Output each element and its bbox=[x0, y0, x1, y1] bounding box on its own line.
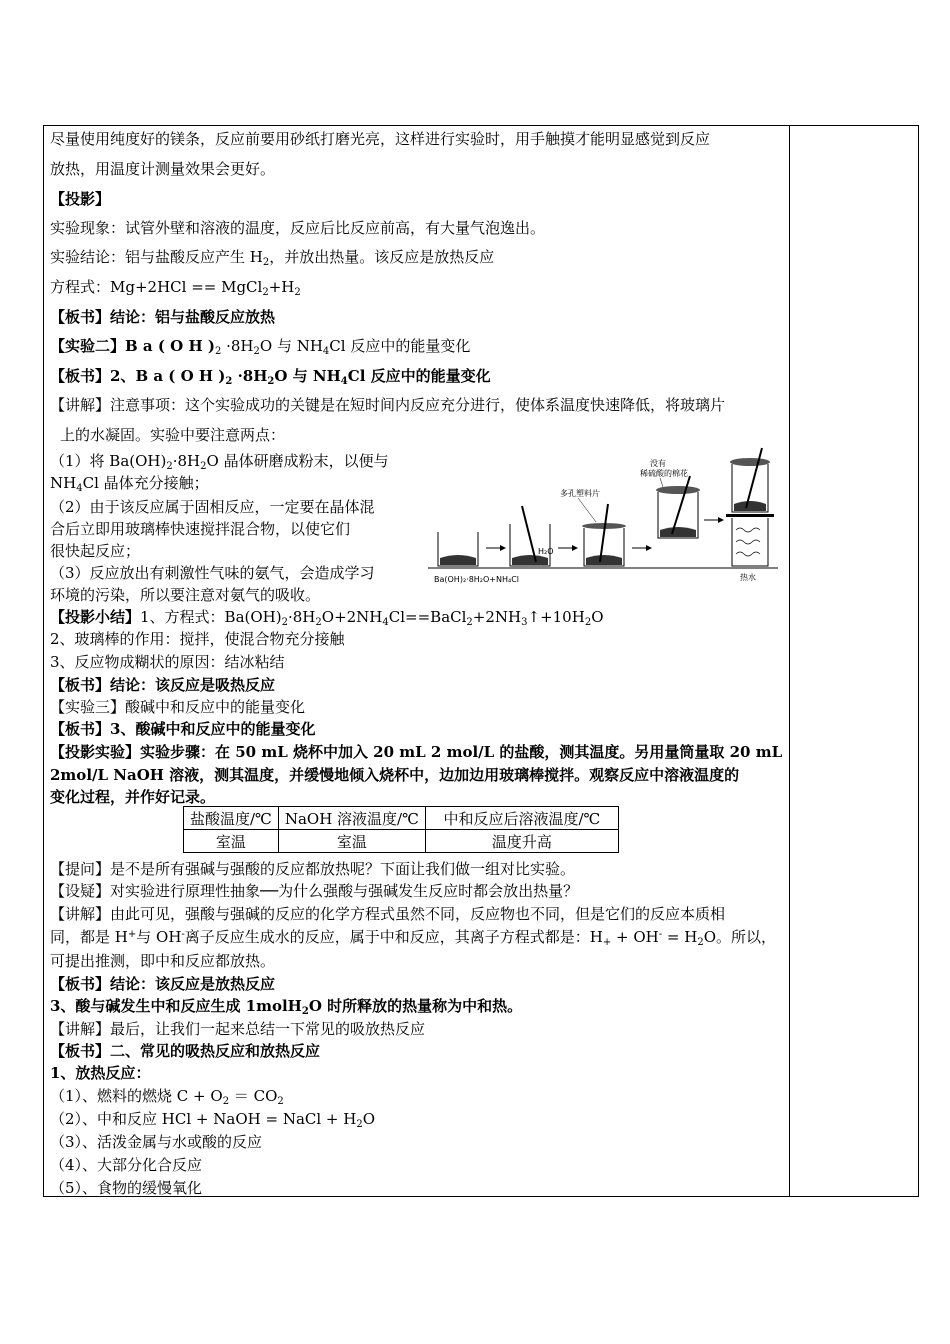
text-line: 【投影实验】实验步骤：在 50 mL 烧杯中加入 20 mL 2 mol/L 的盐酸，测其温度。另用量筒量取 20 mL bbox=[50, 743, 783, 761]
text-line: 环境的污染，所以要注意对氨气的吸收。 bbox=[50, 586, 321, 604]
list-item: （5）、食物的缓慢氧化 bbox=[50, 1179, 203, 1197]
text-line: 实验现象：试管外壁和溶液的温度，反应后比反应前高，有大量气泡逸出。 bbox=[50, 219, 546, 237]
table-header: 中和反应后溶液温度/℃ bbox=[425, 807, 618, 830]
table-cell: 室温 bbox=[278, 830, 425, 853]
list-item: （4）、大部分化合反应 bbox=[50, 1156, 203, 1174]
table-header: 盐酸温度/℃ bbox=[184, 807, 279, 830]
text-line: （2）由于该反应属于固相反应，一定要在晶体混 bbox=[50, 498, 375, 516]
list-item: （3）、活泼金属与水或酸的反应 bbox=[50, 1133, 263, 1151]
label-water: H₂O bbox=[538, 547, 554, 556]
label-hot-water: 热水 bbox=[740, 573, 756, 582]
text-line: 方程式：$Mg+2HCl == MgCl_2+H_2$ bbox=[50, 278, 301, 298]
text-line: 很快起反应； bbox=[50, 542, 141, 560]
text-line: 【设疑】对实验进行原理性抽象──为什么强酸与强碱发生反应时都会放出热量？ bbox=[50, 882, 579, 900]
text-line: 【提问】是不是所有强碱与强酸的反应都放热呢？下面让我们做一组对比实验。 bbox=[50, 860, 576, 878]
table-header: NaOH 溶液温度/℃ bbox=[278, 807, 425, 830]
text-line: 实验结论：铝与盐酸反应产生 $H_2$，并放出热量。该反应是放热反应 bbox=[50, 248, 495, 268]
table-row bbox=[184, 807, 619, 830]
table-row bbox=[184, 830, 619, 853]
label-cotton-2: 稀硫酸的棉花 bbox=[640, 469, 688, 478]
text-line: 尽量使用纯度好的镁条，反应前要用砂纸打磨光亮，这样进行实验时，用手触摸才能明显感觉到反应 bbox=[50, 130, 711, 148]
text-line: （3）反应放出有刺激性气味的氨气，会造成学习 bbox=[50, 564, 375, 582]
text-line: 放热，用温度计测量效果会更好。 bbox=[50, 160, 276, 178]
text-line: 3、反应物成糊状的原因：结冰粘结 bbox=[50, 653, 285, 671]
heading-board: 【板书】二、常见的吸热反应和放热反应 bbox=[50, 1042, 321, 1060]
label-cotton: 没有 bbox=[650, 459, 666, 468]
temperature-table bbox=[183, 806, 619, 853]
text-line: 合后立即用玻璃棒快速搅拌混合物，以使它们 bbox=[50, 520, 351, 538]
text-line: 变化过程，并作好记录。 bbox=[50, 788, 216, 806]
text-line: 上的水凝固。实验中要注意两点： bbox=[60, 426, 286, 444]
text-line: 【投影小结】1、方程式：$Ba(OH)_2\cdot 8H_2O+2NH_4Cl==BaCl_2+2NH_3↑+10H_2O$ bbox=[50, 608, 604, 628]
text-line: $NH_4Cl$ 晶体充分接触； bbox=[50, 474, 209, 494]
text-line: 可提出推测，即中和反应都放热。 bbox=[50, 952, 276, 970]
text-line: 【实验三】酸碱中和反应中的能量变化 bbox=[50, 698, 306, 716]
text-line: 2mol/L NaOH 溶液，测其温度，并缓慢地倾入烧杯中，边加边用玻璃棒搅拌。观察反应中溶液温度的 bbox=[50, 766, 740, 784]
text-line: 【讲解】注意事项：这个实验成功的关键是在短时间内反应充分进行，使体系温度快速降低，将玻璃片 bbox=[50, 396, 726, 414]
text-line: 【实验二】B a ( O H )$_2 \cdot 8H_2O$ 与 $NH_4Cl$ 反应中的能量变化 bbox=[50, 337, 471, 357]
text-line: 同，都是 H+与 OH-离子反应生成水的反应，属于中和反应，其离子方程式都是：$H_+ + OH^- = H_2O$。所以， bbox=[50, 928, 777, 948]
heading-board: 【板书】3、酸碱中和反应中的能量变化 bbox=[50, 720, 316, 738]
text-line: 2、玻璃棒的作用：搅拌，使混合物充分接触 bbox=[50, 630, 345, 648]
heading-projection: 【投影】 bbox=[50, 190, 111, 208]
text-line: 3、酸与碱发生中和反应生成 1molH$_2$O 时所释放的热量称为中和热。 bbox=[50, 997, 523, 1017]
list-item: （1）、燃料的燃烧 $C + O_2 = CO_2$ bbox=[50, 1087, 284, 1107]
text-line: 【讲解】由此可见，强酸与强碱的反应的化学方程式虽然不同，反应物也不同，但是它们的反应本质相 bbox=[50, 905, 726, 923]
table-cell: 温度升高 bbox=[425, 830, 618, 853]
heading-board: 【板书】结论：铝与盐酸反应放热 bbox=[50, 308, 276, 326]
heading-board: 【板书】结论：该反应是放热反应 bbox=[50, 975, 276, 993]
list-item: （2）、中和反应 HCl + NaOH = NaCl + $H_2O$ bbox=[50, 1110, 376, 1130]
heading-board: 【板书】结论：该反应是吸热反应 bbox=[50, 676, 276, 694]
table-cell: 室温 bbox=[184, 830, 279, 853]
text-line: （1）将 $Ba(OH)_2\cdot 8H_2O$ 晶体研磨成粉末，以便与 bbox=[50, 452, 389, 472]
experiment-figure bbox=[428, 446, 778, 591]
label-plastic: 多孔塑料片 bbox=[560, 489, 600, 498]
text-line: 1、放热反应： bbox=[50, 1064, 151, 1082]
heading-board: 【板书】2、B a ( O H )$_2 \cdot 8H_2O$ 与 $NH_4Cl$ 反应中的能量变化 bbox=[50, 367, 491, 387]
label-reagent: Ba(OH)₂·8H₂O+NH₄Cl bbox=[434, 575, 520, 584]
text-line: 【讲解】最后，让我们一起来总结一下常见的吸放热反应 bbox=[50, 1020, 426, 1038]
right-column-divider bbox=[789, 125, 790, 1197]
